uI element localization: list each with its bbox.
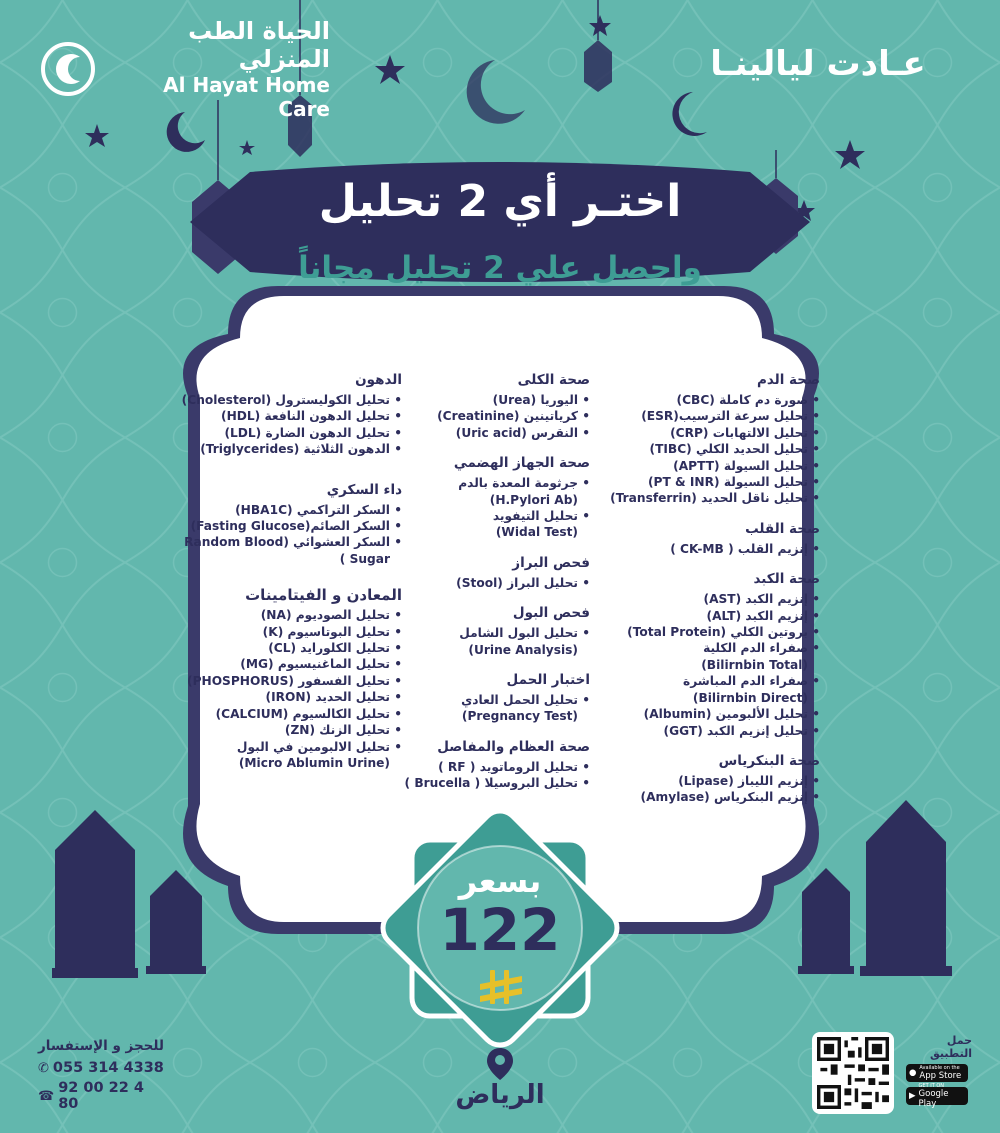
test-list — [610, 541, 820, 557]
list-item: • تحليل الفسفور (PHOSPHORUS) — [192, 673, 402, 689]
phone-number[interactable]: 92 00 22 4 80 — [58, 1080, 144, 1112]
section-title: صحة البنكرياس — [718, 752, 820, 769]
list-item: • تحليل إنزيم الكبد (GGT) — [610, 723, 820, 739]
phone-row[interactable] — [38, 1080, 164, 1112]
crescent-moon-icon — [467, 60, 525, 124]
qr-code — [812, 1032, 894, 1114]
section-title: صحة الدم — [756, 372, 820, 388]
list-item: • تحليل البوتاسيوم (K) — [192, 624, 402, 640]
list-item: • تحليل البراز (Stool) — [400, 575, 590, 591]
list-item: • اليوريا (Urea) — [400, 392, 590, 408]
list-item: • صفراء الدم المباشرة — [610, 673, 820, 689]
price-label: بسعر — [458, 862, 542, 900]
list-item: (H.Pylori Ab) — [489, 492, 578, 507]
headline-subtitle: واحصل علي 2 تحليل مجاناً — [298, 250, 702, 286]
section-title: صحة العظام والمفاصل — [437, 738, 590, 755]
list-item: • إنزيم الكبد (ALT) — [610, 608, 820, 624]
brand-logo-icon — [40, 41, 96, 97]
apps-label: حمل التطبيق — [929, 1034, 972, 1060]
list-item: (Pregnancy Test) — [461, 709, 578, 724]
list-item: • تحليل الحديد (IRON) — [192, 689, 402, 705]
list-item: • تحليل الحديد الكلي (TIBC) — [610, 441, 820, 457]
section-title: داء السكري — [326, 481, 402, 498]
brand — [40, 17, 330, 121]
contact-label: للحجز و الإستفسار — [38, 1038, 164, 1054]
price-value: 122 — [439, 896, 561, 964]
google-play-caption: GET IT ON — [918, 1083, 945, 1089]
list-item: (Micro Ablumin Urine) — [238, 755, 390, 770]
test-list — [610, 773, 820, 806]
riyal-currency-icon — [476, 968, 526, 1008]
list-item: • تحليل البروسيلا ( Brucella ) — [400, 775, 590, 791]
list-item: • بروتين الكلي (Total Protein) — [610, 624, 820, 640]
list-item: • جرثومة المعدة بالدم — [400, 475, 590, 491]
list-item: (Urine Analysis) — [468, 642, 578, 657]
list-item: • تحليل الصوديوم (NA) — [192, 607, 402, 623]
column-right — [610, 372, 820, 820]
app-downloads — [906, 1034, 972, 1110]
list-item: • تحليل الكالسيوم (CALCIUM) — [192, 706, 402, 722]
test-list — [400, 392, 590, 441]
google-play-label: Google Play — [918, 1089, 949, 1109]
city-name: الرياض — [455, 1080, 545, 1110]
list-item: • تحليل البول الشامل — [400, 625, 590, 641]
list-item: • تحليل الالبومين في البول — [192, 739, 402, 755]
test-list — [400, 475, 590, 541]
section-title: فحص البراز — [512, 554, 590, 571]
crescent-moon-icon — [672, 92, 707, 136]
section-title: صحة الكلى — [517, 372, 590, 388]
list-item: • النقرس (Uric acid) — [400, 425, 590, 441]
lantern-icon — [55, 810, 135, 970]
list-item: • تحليل الدهون الضارة (LDL) — [192, 425, 402, 441]
list-item: • تحليل الكلورايد (CL) — [192, 640, 402, 656]
star-icon — [85, 124, 109, 147]
list-item: • تحليل السيولة (PT & INR) — [610, 474, 820, 490]
whatsapp-row[interactable] — [38, 1060, 164, 1076]
app-store-label: App Store — [919, 1071, 962, 1081]
qr-code-icon — [817, 1037, 889, 1109]
test-list — [610, 392, 820, 507]
test-list — [186, 607, 402, 771]
section-title: صحة القلب — [745, 520, 820, 537]
column-middle — [400, 372, 590, 806]
list-item: • تحليل الروماتويد ( RF ) — [400, 759, 590, 775]
section-title: اختبار الحمل — [506, 672, 590, 689]
list-item: • تحليل التيفويد — [400, 508, 590, 524]
test-list — [181, 392, 402, 458]
list-item: • تحليل الدهون النافعة (HDL) — [192, 408, 402, 424]
list-item: • السكر الصائم(Fasting Glucose) — [192, 518, 402, 534]
list-item: • كرياتينين (Creatinine) — [400, 408, 590, 424]
section-title: صحة الجهاز الهضمي — [453, 455, 590, 472]
brand-name-arabic: الحياة الطب المنزلي — [188, 17, 330, 73]
whatsapp-icon: ✆ — [38, 1060, 49, 1076]
list-item: • تحليل الكوليسترول (Cholesterol) — [192, 392, 402, 408]
test-list — [400, 759, 590, 792]
app-store-button[interactable] — [906, 1064, 968, 1082]
section-title: صحة الكبد — [753, 571, 820, 588]
section-title: المعادن و الفيتامينات — [245, 586, 402, 605]
list-item: • تحليل سرعة الترسيب(ESR) — [610, 408, 820, 424]
google-play-button[interactable] — [906, 1083, 968, 1109]
column-left — [181, 372, 402, 785]
section-title: الدهون — [355, 372, 402, 388]
test-list — [400, 625, 590, 658]
app-store-caption: Available on the — [919, 1065, 960, 1071]
test-list — [400, 575, 590, 591]
slogan: عـادت ليالينـا — [710, 44, 926, 84]
lantern-icon — [866, 800, 946, 970]
headline-title: اختـر أي 2 تحليل — [318, 176, 682, 227]
list-item: • تحليل الألبومين (Albumin) — [610, 706, 820, 722]
list-item: (Bilirnbin Direct) — [692, 690, 808, 705]
play-icon: ▶ — [909, 1091, 916, 1101]
star-icon — [835, 140, 865, 169]
lantern-icon — [584, 40, 612, 92]
list-item: • تحليل الماغنيسيوم (MG) — [192, 656, 402, 672]
list-item: • تحليل ناقل الحديد (Transferrin) — [610, 490, 820, 506]
list-item: • إنزيم البنكرياس (Amylase) — [610, 789, 820, 805]
contact-info — [38, 1038, 164, 1116]
list-item: • تحليل الزنك (ZN) — [192, 722, 402, 738]
list-item: • صورة دم كاملة (CBC) — [610, 392, 820, 408]
location-pin-icon — [487, 1048, 513, 1080]
list-item: (Bilirnbin Total) — [701, 657, 808, 672]
list-item: (Widal Test) — [495, 525, 578, 540]
list-item: • السكر العشوائي (Random Blood — [192, 534, 402, 550]
phone-icon: ☎ — [38, 1088, 55, 1104]
list-item: • إنزيم الليباز (Lipase) — [610, 773, 820, 789]
test-list — [184, 502, 402, 568]
brand-name-english: Al Hayat Home Care — [163, 73, 330, 121]
list-item: Sugar ) — [339, 551, 390, 566]
list-item: • صفراء الدم الكلية — [610, 640, 820, 656]
whatsapp-number[interactable]: 055 314 4338 — [52, 1060, 164, 1076]
test-list — [610, 591, 820, 739]
location — [420, 1048, 580, 1118]
section-title: فحص البول — [512, 605, 590, 622]
star-icon — [375, 55, 405, 84]
test-list — [400, 692, 590, 725]
list-item: • إنزيم القلب ( CK-MB ) — [610, 541, 820, 557]
list-item: • تحليل الحمل العادي — [400, 692, 590, 708]
list-item: • تحليل السيولة (APTT) — [610, 458, 820, 474]
list-item: • إنزيم الكبد (AST) — [610, 591, 820, 607]
list-item: • الدهون الثلاثية (Triglycerides) — [192, 441, 402, 457]
list-item: • السكر التراكمي (HBA1C) — [192, 502, 402, 518]
apple-icon: ● — [909, 1068, 917, 1078]
star-icon — [589, 15, 611, 36]
list-item: • تحليل الالتهابات (CRP) — [610, 425, 820, 441]
